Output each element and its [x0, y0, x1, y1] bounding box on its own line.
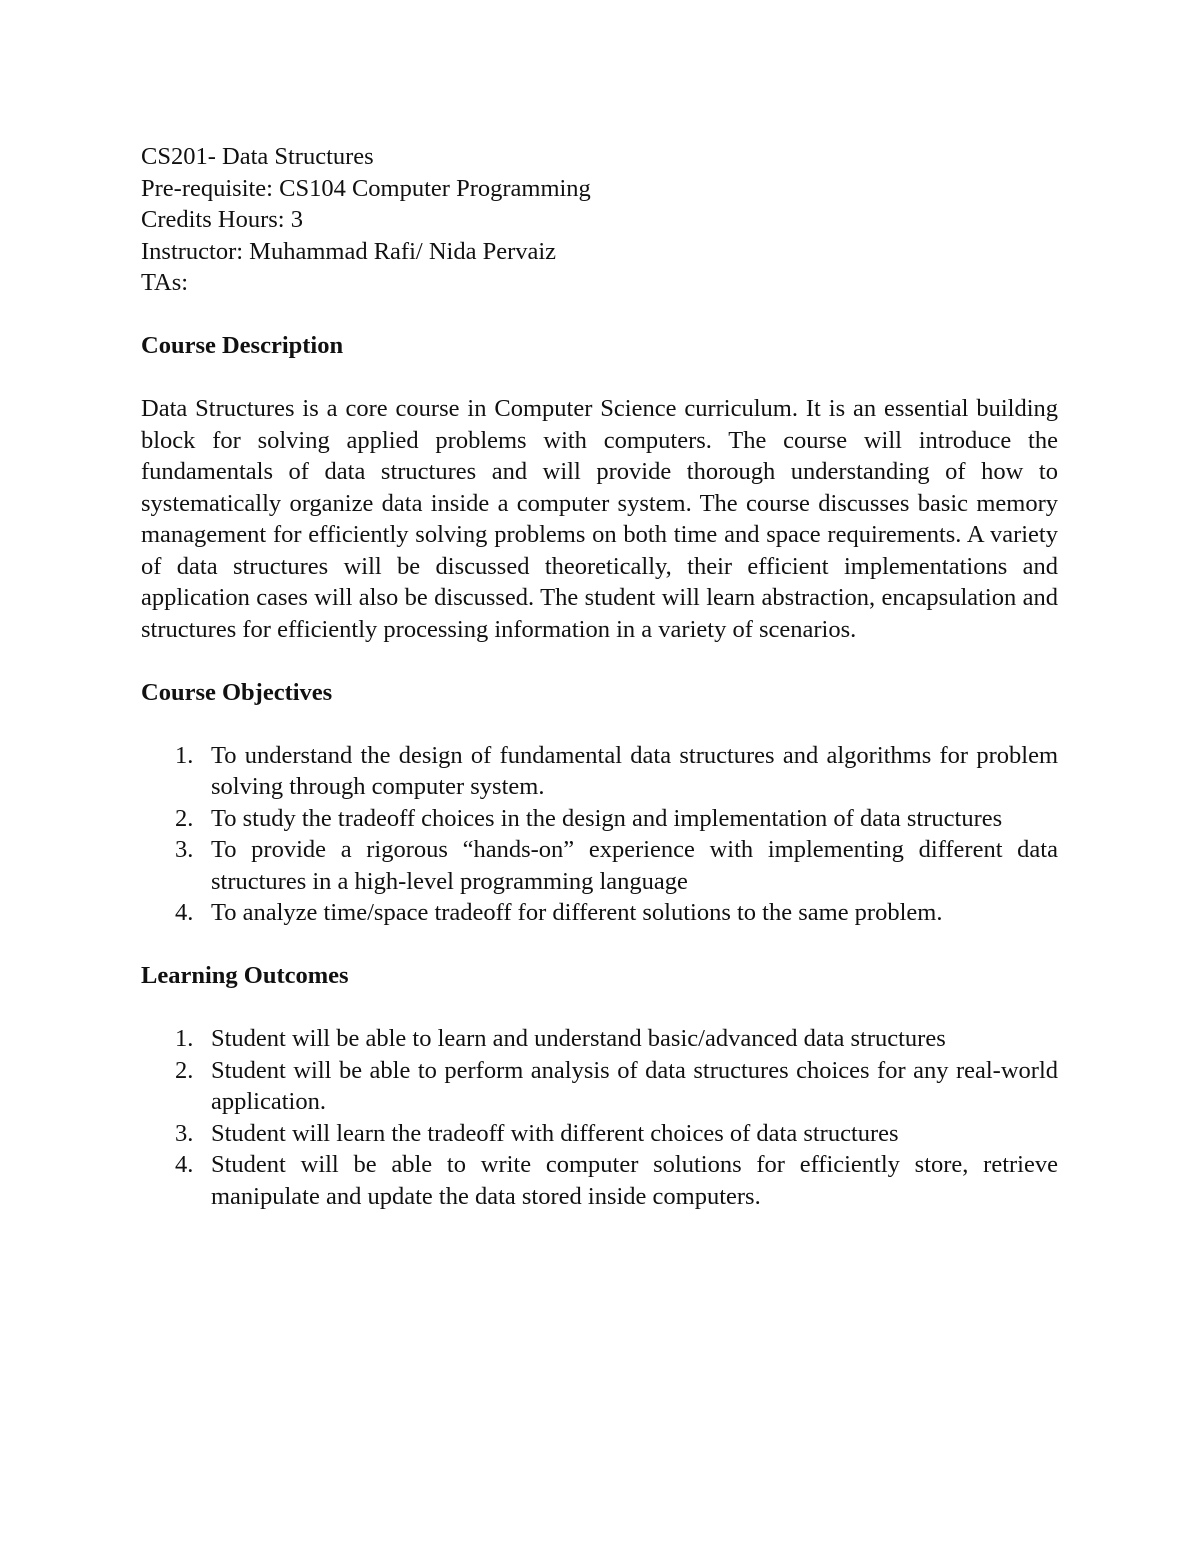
list-item [141, 803, 1058, 835]
prerequisite-line: Pre-requisite: CS104 Computer Programming [141, 174, 591, 202]
list-number: 3. [175, 1119, 194, 1147]
learning-outcomes-list [141, 1023, 1058, 1212]
list-number: 2. [175, 804, 194, 832]
list-item-text: To understand the design of fundamental data structures and algorithms for problem solving through computer system. [211, 741, 1058, 800]
list-item [141, 740, 1058, 803]
list-item [141, 1023, 1058, 1055]
list-item-text: To study the tradeoff choices in the design and implementation of data structures [211, 804, 1003, 832]
spacer [141, 362, 1058, 394]
list-item-text: To analyze time/space tradeoff for different solutions to the same problem. [211, 899, 943, 926]
document-page [141, 141, 1058, 1212]
tas-line: TAs: [141, 269, 189, 296]
list-item [141, 1118, 1058, 1150]
spacer [141, 992, 1058, 1024]
list-item [141, 1055, 1058, 1118]
course-title: CS201- Data Structures [141, 143, 374, 170]
list-number: 1. [175, 741, 194, 769]
course-description-text: Data Structures is a core course in Computer Science curriculum. It is an essential building block for solving applied problems with computers. The course will introduce the fundamentals of data structures and will provide thorough understanding of how to systematically organize data inside a computer system. The course discusses basic memory management for efficiently solving problems on both time and space requirements. A variety of data structures will be discussed theoretically, their efficient implementations and application cases will also be discussed. The student will learn abstraction, encapsulation and structures for efficiently processing information in a variety of scenarios. [141, 395, 1058, 643]
instructor-line: Instructor: Muhammad Rafi/ Nida Pervaiz [141, 237, 557, 265]
list-number: 4. [175, 899, 194, 926]
credits-line: Credits Hours: 3 [141, 206, 303, 233]
list-number: 2. [175, 1056, 194, 1084]
list-item [141, 834, 1058, 897]
spacer [141, 645, 1058, 677]
course-objectives-list [141, 740, 1058, 929]
list-item-text: Student will be able to learn and understand basic/advanced data structures [211, 1025, 946, 1052]
learning-outcomes-heading: Learning Outcomes [141, 962, 349, 989]
spacer [141, 299, 1058, 331]
list-item [141, 897, 1058, 929]
course-header [141, 141, 1058, 299]
list-item-text: Student will learn the tradeoff with different choices of data structures [211, 1119, 899, 1147]
course-objectives-heading: Course Objectives [141, 678, 333, 706]
list-number: 4. [175, 1151, 194, 1178]
spacer [141, 708, 1058, 740]
list-number: 1. [175, 1025, 194, 1052]
list-item [141, 1149, 1058, 1212]
list-item-text: To provide a rigorous “hands-on” experience with implementing different data structures in a high-level programming language [211, 836, 1058, 895]
spacer [141, 929, 1058, 961]
list-number: 3. [175, 836, 194, 863]
list-item-text: Student will be able to perform analysis of data structures choices for any real-world application. [211, 1056, 1058, 1115]
course-description-heading: Course Description [141, 332, 344, 359]
list-item-text: Student will be able to write computer solutions for efficiently store, retrieve manipulate and update the data stored inside computers. [211, 1151, 1058, 1210]
